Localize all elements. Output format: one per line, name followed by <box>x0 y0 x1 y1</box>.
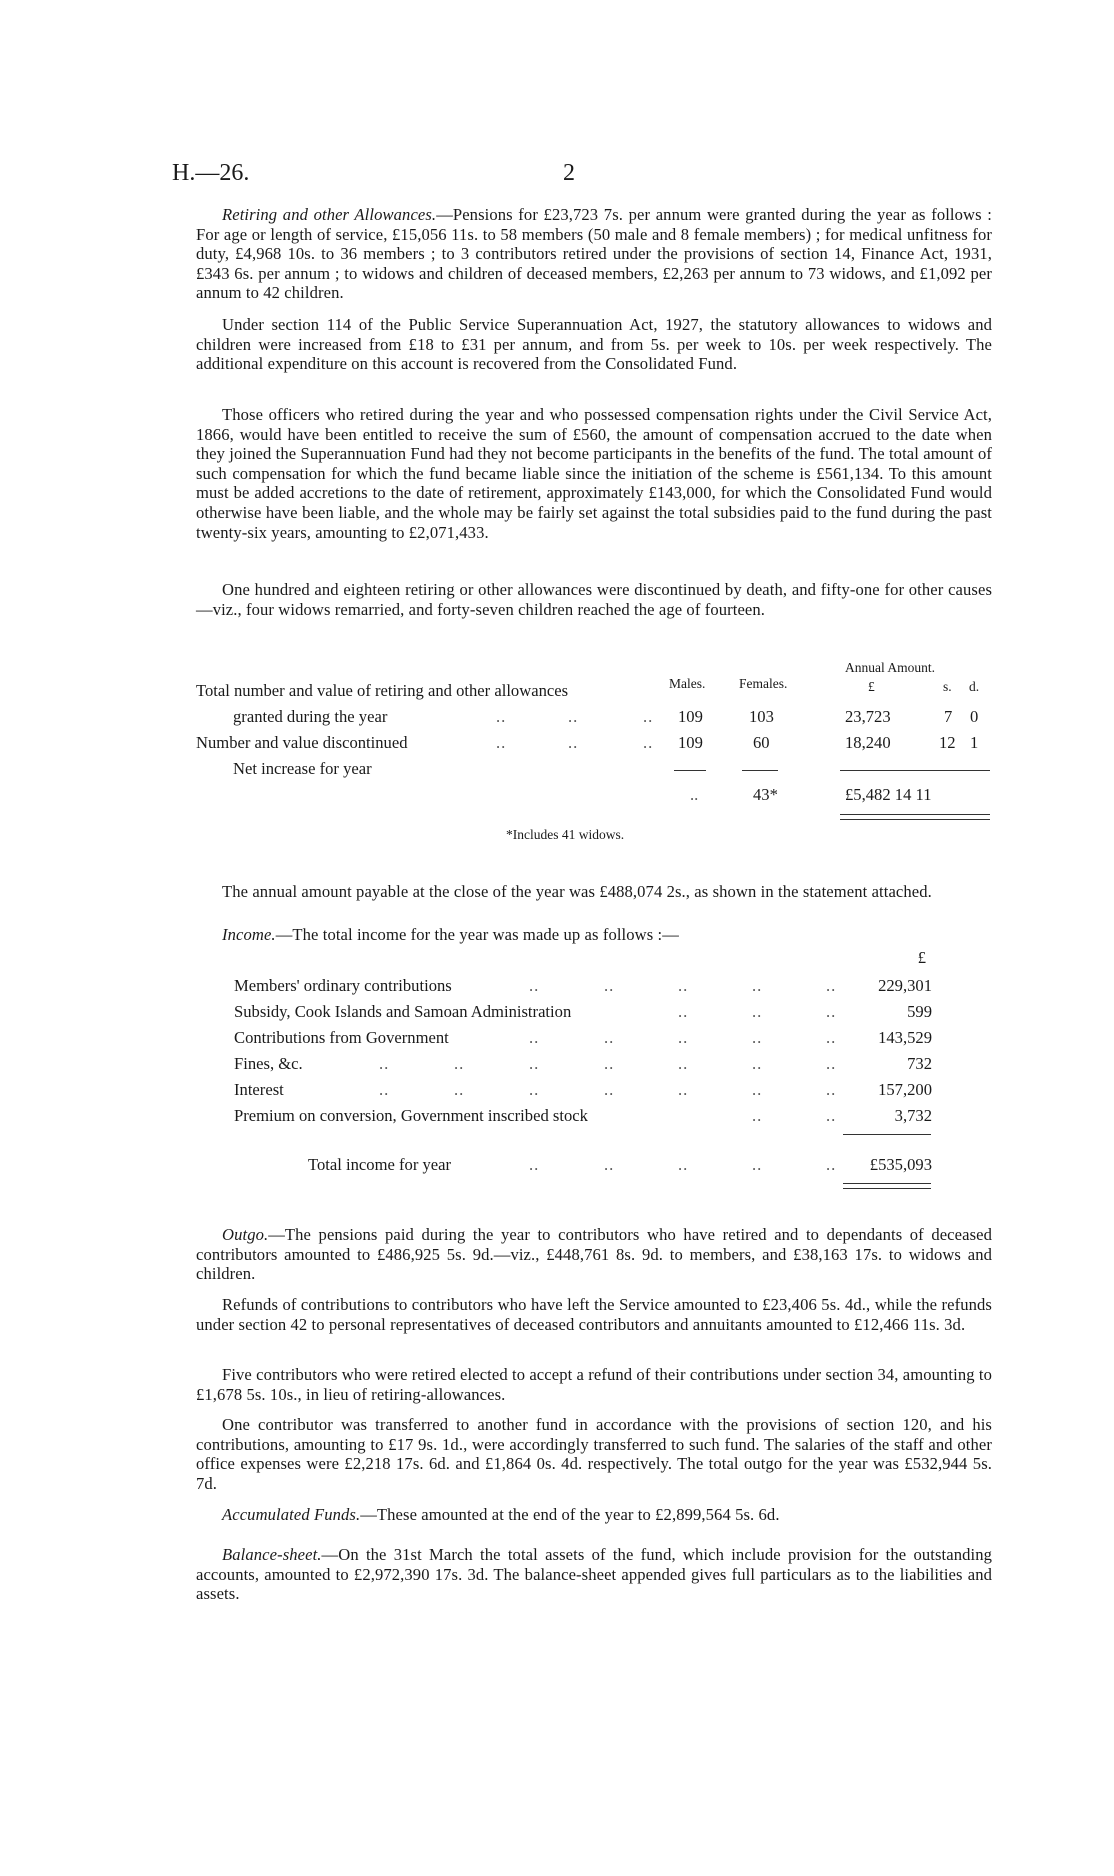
section114-text: Under section 114 of the Public Service Superannuation Act, 1927, the statutory allowances to widows and children were increased from £18 to £31 per annum, and from 5s. per week to 10s. per week respectively. The additional expenditure on this account is recovered from the Consolidated Fund. <box>196 315 992 374</box>
income-lead: Income. <box>222 925 276 944</box>
table-row-discontinued: Number and value discontinued .. .. .. 109 60 18,240 12 1 <box>196 733 979 752</box>
income-row: Contributions from Government .. .. .. .. .. 143,529 <box>234 1028 932 1047</box>
income-label: Members' ordinary contributions <box>234 976 452 995</box>
income-label: Contributions from Government <box>234 1028 449 1047</box>
income-total-row: Total income for year .. .. .. .. .. £535,093 <box>308 1155 932 1174</box>
income-total-label: Total income for year <box>308 1155 452 1174</box>
table-row-granted: granted during the year .. .. .. 109 103 23,723 7 0 <box>233 707 979 726</box>
income-label: Premium on conversion, Government inscribed stock <box>234 1106 588 1125</box>
document-code: H.—26. <box>172 160 250 186</box>
income-row: Subsidy, Cook Islands and Samoan Administration .. .. .. 599 <box>234 1002 932 1021</box>
accumulated-paragraph <box>196 1505 992 1525</box>
table-header-row <box>196 675 996 700</box>
income-label: Interest <box>234 1080 284 1099</box>
row1-pence: 0 <box>970 707 979 726</box>
section114-paragraph <box>196 315 992 374</box>
income-paragraph <box>196 925 992 945</box>
row2-females: 60 <box>753 733 770 752</box>
income-double-rule <box>843 1183 931 1189</box>
five-contributors-text: Five contributors who were retired elected to accept a refund of their contributions under section 34, amounting to £1,678 5s. 10s., in lieu of retiring-allowances. <box>196 1365 992 1404</box>
income-text: —The total income for the year was made up as follows :— <box>275 925 679 944</box>
income-total-rule <box>843 1134 931 1135</box>
income-total-value: £535,093 <box>869 1155 932 1174</box>
transfer-text: One contributor was transferred to another fund in accordance with the provisions of section 120, and his contributions, amounting to £17 9s. 1d., were accordingly transferred to such fund. The salaries of the staff and other office expenses were £2,218 17s. 6d. and £1,864 0s. 4d. respectively. The total outgo for the year was £532,944 5s. 7d. <box>196 1415 992 1493</box>
transfer-paragraph <box>196 1415 992 1493</box>
compensation-paragraph <box>196 405 992 542</box>
col-pence: d. <box>969 679 980 694</box>
accumulated-text: —These amounted at the end of the year to £2,899,564 5s. 6d. <box>360 1505 780 1524</box>
income-label: Subsidy, Cook Islands and Samoan Administration <box>234 1002 572 1021</box>
row1-label-b: granted during the year <box>233 707 388 726</box>
table-row-net-values <box>196 785 996 807</box>
females-rule <box>742 770 778 771</box>
page-number: 2 <box>563 160 575 186</box>
row1-shillings: 7 <box>944 707 953 726</box>
row2-shillings: 12 <box>939 733 956 752</box>
males-rule <box>674 770 706 771</box>
income-row: Premium on conversion, Government inscribed stock .. .. 3,732 <box>234 1106 932 1125</box>
col-males: Males. <box>669 676 706 691</box>
retiring-text: —Pensions for £23,723 7s. per annum were granted during the year as follows : For age or length of service, £15,056 11s. to 58 members (50 male and 8 female members) ; for medical unfitness for duty, £4,968 10s. to 36 members ; to 3 contributors retired under the provisions of section 14, Finance Act, 1931, £343 6s. per annum ; to widows and children of deceased members, £2,263 per annum to 73 widows, and £1,092 per annum to 42 children. <box>196 205 992 303</box>
col-pounds: £ <box>868 679 875 694</box>
income-currency-row <box>234 948 934 970</box>
row3-label: Net increase for year <box>233 759 372 778</box>
outgo-lead: Outgo. <box>222 1225 269 1244</box>
row2-males: 109 <box>678 733 703 752</box>
five-contributors-paragraph <box>196 1365 992 1404</box>
row2-label: Number and value discontinued <box>196 733 408 752</box>
income-value: 143,529 <box>878 1028 932 1047</box>
income-value: 3,732 <box>894 1106 932 1125</box>
discontinued-text: One hundred and eighteen retiring or other allowances were discontinued by death, and fifty-one for other causes—viz., four widows remarried, and forty-seven children reached the age of fourteen. <box>196 580 992 619</box>
row1-males: 109 <box>678 707 703 726</box>
refunds-text: Refunds of contributions to contributors who have left the Service amounted to £23,406 5s. 4d., while the refunds under section 42 to personal representatives of deceased contributors and annuitants amounted to £12,466 11s. 3d. <box>196 1295 992 1334</box>
row1-females: 103 <box>749 707 774 726</box>
net-dots: .. <box>690 785 699 804</box>
income-value: 229,301 <box>878 976 932 995</box>
income-row: Members' ordinary contributions .. .. .. .. .. 229,301 <box>234 976 932 995</box>
balance-paragraph <box>196 1545 992 1604</box>
row2-pence: 1 <box>970 733 979 752</box>
accumulated-lead: Accumulated Funds. <box>222 1505 361 1524</box>
income-currency: £ <box>917 948 926 967</box>
income-row: Fines, &c. .. .. .. .. .. .. .. 732 <box>234 1054 932 1073</box>
income-value: 732 <box>907 1054 932 1073</box>
income-row: Interest .. .. .. .. .. .. .. 157,200 <box>234 1080 932 1099</box>
discontinued-paragraph <box>196 580 992 619</box>
net-amount: £5,482 14 11 <box>845 785 932 804</box>
retiring-paragraph <box>196 205 992 303</box>
row2-pounds: 18,240 <box>845 733 891 752</box>
income-label: Fines, &c. <box>234 1054 303 1073</box>
compensation-text: Those officers who retired during the year and who possessed compensation rights under the Civil Service Act, 1866, would have been entitled to receive the sum of £560, the amount of compensation accrued to the date when they joined the Superannuation Fund had they not become participants in the benefits of the fund. The total amount of such compensation for which the fund became liable since the initiation of the scheme is £561,134. To this amount must be added accretions to the date of retirement, approximately £143,000, for which the Consolidated Fund would otherwise have been liable, and the whole may be fairly set against the total subsidies paid to the fund during the past twenty-six years, amounting to £2,071,433. <box>196 405 992 542</box>
table-footnote: *Includes 41 widows. <box>506 827 625 842</box>
amount-double-rule <box>840 814 990 820</box>
outgo-paragraph <box>196 1225 992 1284</box>
income-value: 157,200 <box>878 1080 932 1099</box>
col-annual-amount: Annual Amount. <box>845 660 935 675</box>
income-value: 599 <box>907 1002 932 1021</box>
refunds-paragraph <box>196 1295 992 1334</box>
row1-pounds: 23,723 <box>845 707 891 726</box>
annual-text: The annual amount payable at the close of the year was £488,074 2s., as shown in the statement attached. <box>222 882 932 901</box>
retiring-lead: Retiring and other Allowances. <box>222 205 437 224</box>
balance-text: —On the 31st March the total assets of the fund, which include provision for the outstanding accounts, amounted to £2,972,390 17s. 3d. The balance-sheet appended gives full particulars as to the liabilities and assets. <box>196 1545 992 1604</box>
annual-paragraph <box>196 882 992 902</box>
outgo-text: —The pensions paid during the year to contributors who have retired and to dependants of deceased contributors amounted to £486,925 5s. 9d.—viz., £448,761 8s. 9d. to members, and £38,163 17s. to widows and children. <box>196 1225 992 1284</box>
amount-rule <box>840 770 990 771</box>
col-shillings: s. <box>943 679 952 694</box>
col-females: Females. <box>739 676 788 691</box>
net-females: 43* <box>753 785 778 804</box>
row1-label-a: Total number and value of retiring and other allowances <box>196 681 569 700</box>
balance-lead: Balance-sheet. <box>222 1545 322 1564</box>
